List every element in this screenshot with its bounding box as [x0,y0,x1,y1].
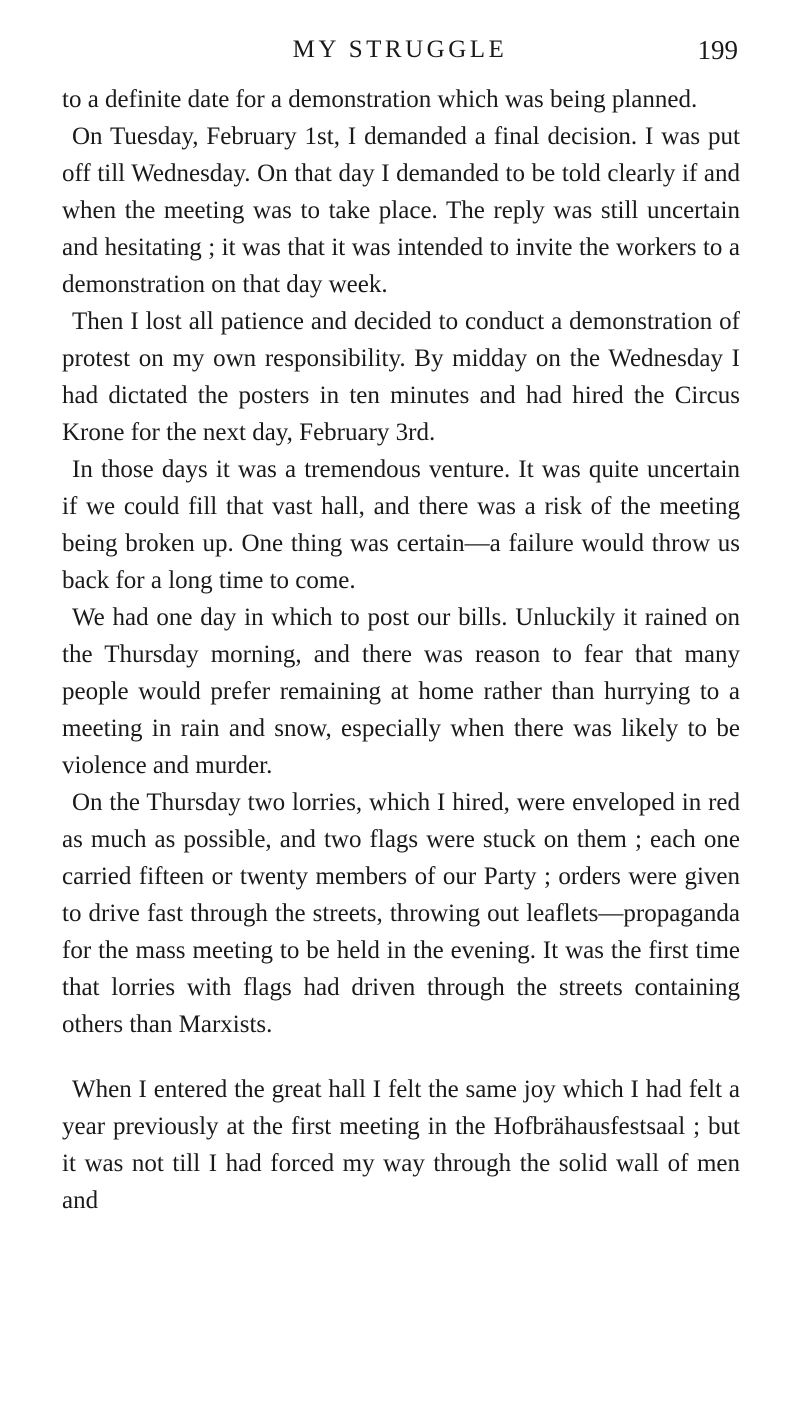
paragraph-continued: to a definite date for a demonstration which was being planned. [62,86,698,113]
section-gap [62,1043,740,1071]
paragraph-tremendous-venture: In those days it was a tremendous venture. It was quite uncertain if we could fill that vast hall, and there was a risk of the meeting being broken up. One thing was certain—a failure would throw us back for a long time to come. [62,456,740,594]
paragraph-lost-patience: Then I lost all patience and decided to conduct a demonstration of protest on my own responsibility. By midday on the Wednesday I had dictated the posters in ten minutes and had hired the Circus Krone for the next day, February 3rd. [62,308,740,446]
paragraph-tuesday-decision: On Tuesday, February 1st, I demanded a final decision. I was put off till Wednesday. On that day I demanded to be told clearly if and when the meeting was to take place. The reply was still uncertain and hesitating ; it was that it was intended to invite the workers to a demonstration on that day week. [62,123,740,298]
page-body [62,81,740,1219]
page-number: 199 [697,35,738,65]
paragraph-post-bills: We had one day in which to post our bills. Unluckily it rained on the Thursday morning, and there was reason to fear that many people would prefer remaining at home rather than hurrying to a meeting in rain and snow, especially when there was likely to be violence and murder. [62,604,740,779]
running-head [62,30,738,70]
paragraph-great-hall: When I entered the great hall I felt the same joy which I had felt a year previously at the first meeting in the Hofbrähausfestsaal ; but it was not till I had forced my way through the solid wall of men and [62,1076,740,1214]
running-title: MY STRUGGLE [292,36,508,63]
paragraph-lorries: On the Thursday two lorries, which I hired, were enveloped in red as much as possible, and two flags were stuck on them ; each one carried fifteen or twenty members of our Party ; orders were given to drive fast through the streets, throwing out leaflets—propaganda for the mass meeting to be held in the evening. It was the first time that lorries with flags had driven through the streets containing others than Marxists. [62,789,740,1038]
